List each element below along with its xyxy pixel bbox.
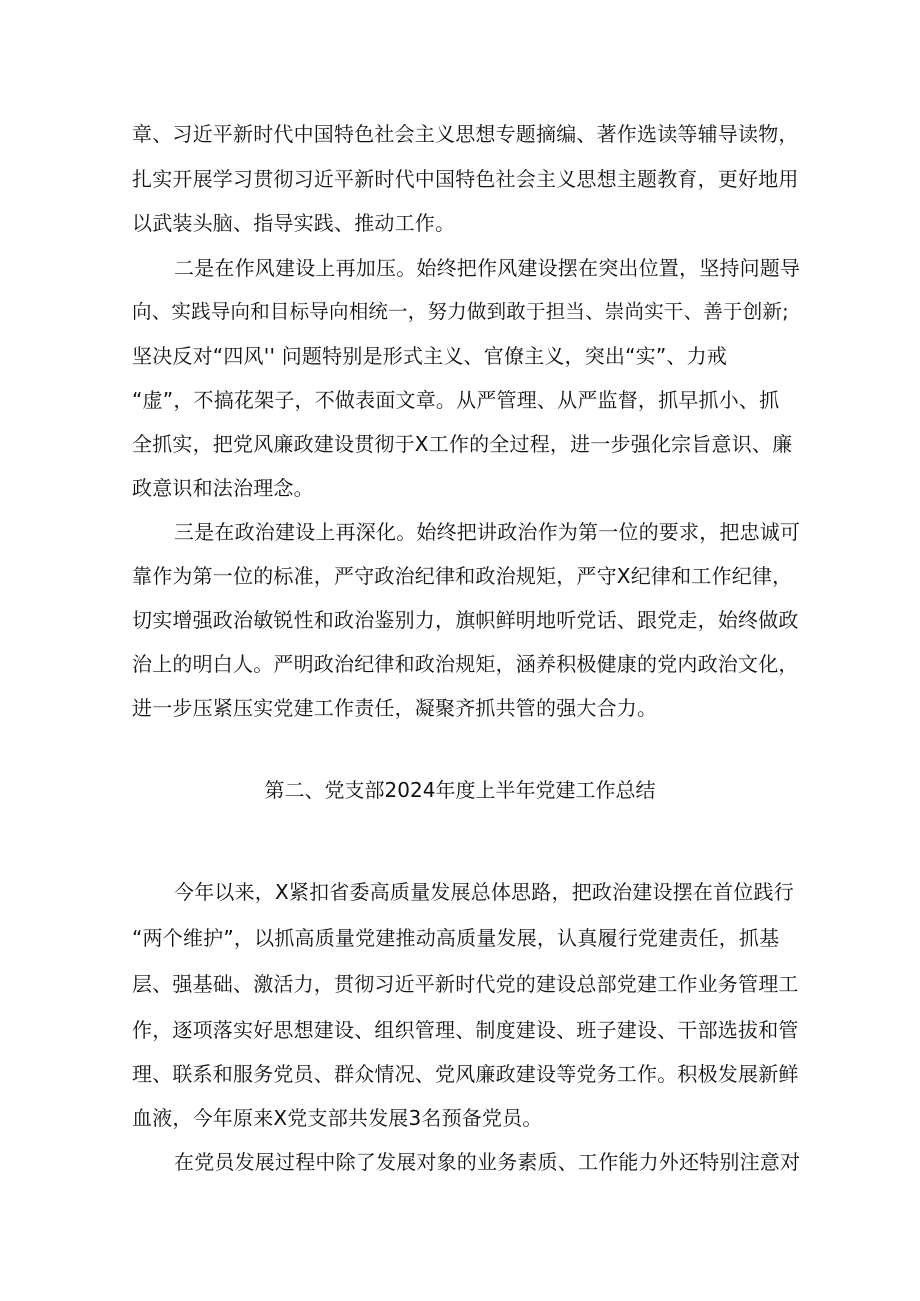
paragraph-2-line-5: 全抓实，把党风廉政建设贯彻于X工作的全过程，进一步强化宗旨意识、廉 [132,432,793,456]
paragraph-5-line-1: 在党员发展过程中除了发展对象的业务素质、工作能力外还特别注意对 [174,1150,801,1174]
paragraph-1-line-2: 扎实开展学习贯彻习近平新时代中国特色社会主义思想主题教育，更好地用 [132,167,799,191]
paragraph-3-line-4: 治上的明白人。严明政治纪律和政治规矩，涵养积极健康的党内政治文化， [132,652,799,676]
paragraph-3-line-5: 进一步压紧压实党建工作责任，凝聚齐抓共管的强大合力。 [132,696,658,720]
paragraph-4-line-6: 血液，今年原来X党支部共发展3名预备党员。 [132,1106,543,1130]
paragraph-2-line-2: 向、实践导向和目标导向相统一，努力做到敢于担当、崇尚实干、善于创新; [132,300,789,323]
paragraph-4-line-5: 理、联系和服务党员、群众情况、党风廉政建设等党务工作。积极发展新鲜 [132,1062,799,1086]
paragraph-4-line-4: 作，逐项落实好思想建设、组织管理、制度建设、班子建设、干部选拔和管 [132,1018,799,1042]
paragraph-4-line-3: 层、强基础、激活力，贯彻习近平新时代党的建设总部党建工作业务管理工 [132,972,799,996]
paragraph-3-line-1: 三是在政治建设上再深化。始终把讲政治作为第一位的要求，把忠诚可 [174,520,801,544]
paragraph-3-line-2: 靠作为第一位的标准，严守政治纪律和政治规矩，严守X纪律和工作纪律， [132,564,793,588]
paragraph-4-line-2: “两个维护”，以抓高质量党建推动高质量发展，认真履行党建责任，抓基 [132,926,780,950]
paragraph-1-line-3: 以武装头脑、指导实践、推动工作。 [132,211,456,235]
paragraph-3-line-3: 切实增强政治敏锐性和政治鉴别力，旗帜鲜明地听党话、跟党走，始终做政 [132,608,799,632]
paragraph-1-line-1: 章、习近平新时代中国特色社会主义思想专题摘编、著作选读等辅导读物， [132,122,799,146]
paragraph-2-line-3: 坚决反对“四风'' 问题特别是形式主义、官僚主义，突出“实”、力戒 [132,344,728,368]
section-heading: 第二、党支部2024年度上半年党建工作总结 [264,778,656,802]
paragraph-4-line-1: 今年以来，X紧扣省委高质量发展总体思路，把政治建设摆在首位践行 [174,880,794,904]
paragraph-2-line-1: 二是在作风建设上再加压。始终把作风建设摆在突出位置，坚持问题导 [174,256,801,280]
paragraph-2-line-4: “虚”，不搞花架子，不做表面文章。从严管理、从严监督，抓早抓小、抓 [132,388,780,412]
paragraph-2-line-6: 政意识和法治理念。 [132,476,314,500]
